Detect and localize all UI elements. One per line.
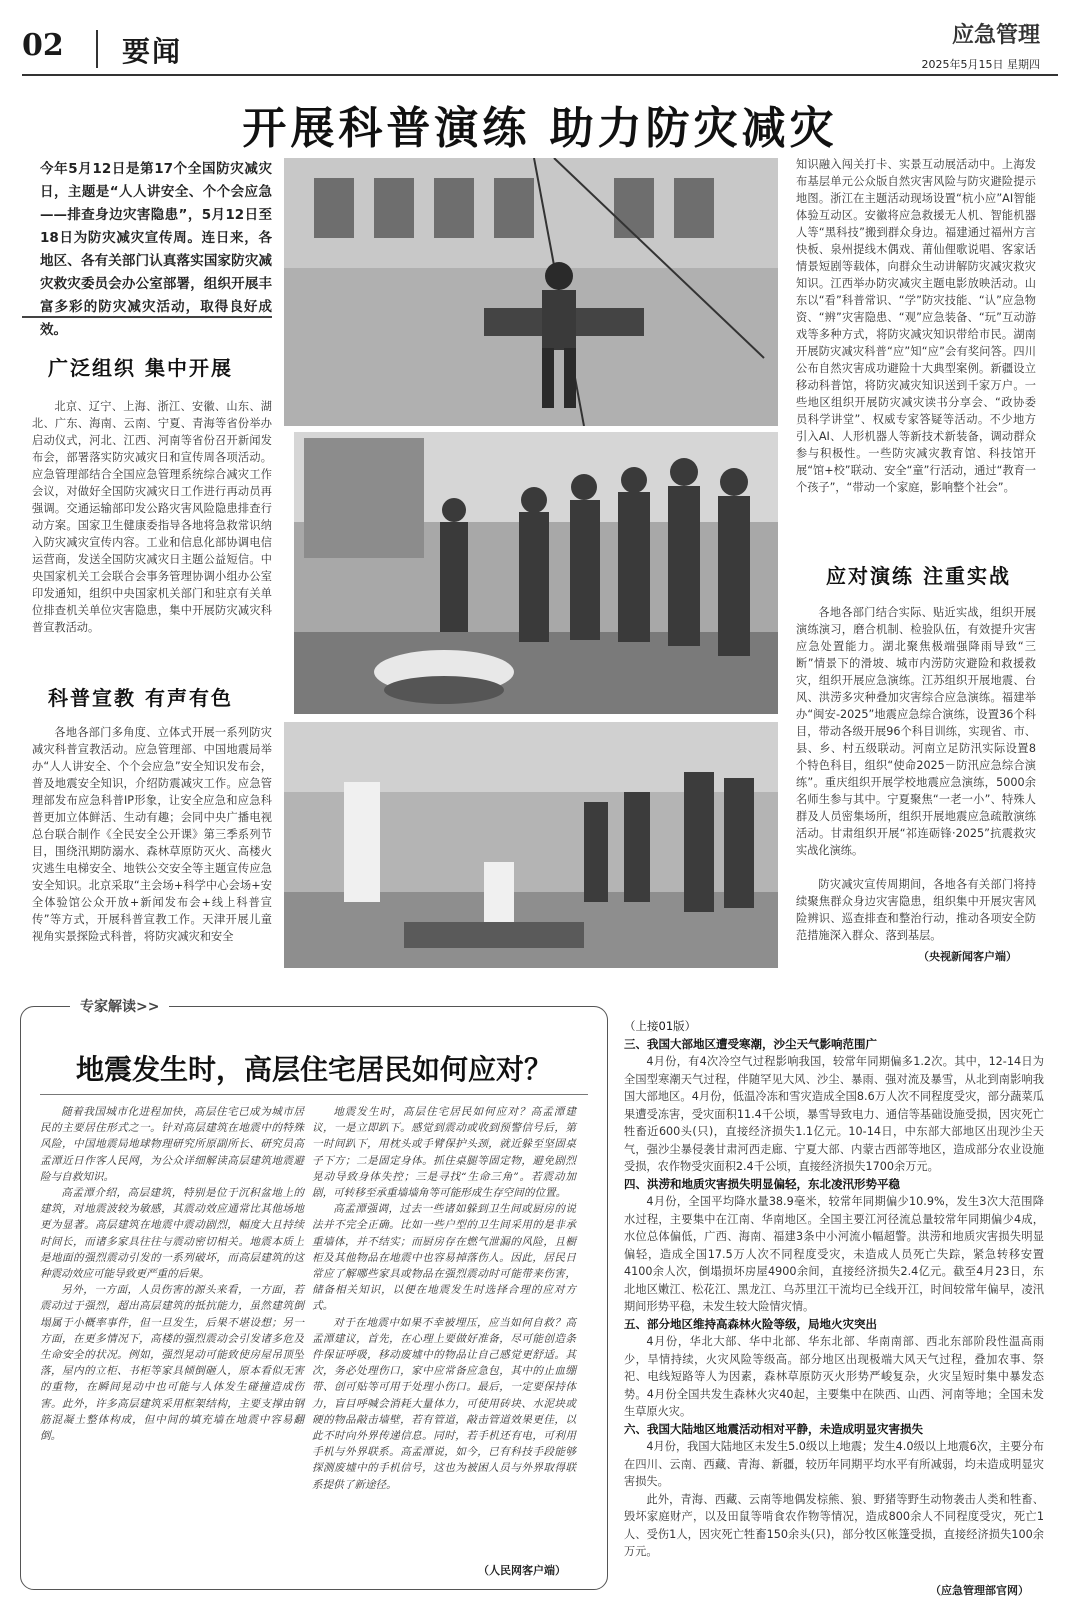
- item-heading: 五、部分地区维持高森林火险等级，局地火灾突出: [624, 1316, 877, 1331]
- expert-column-right: [312, 1104, 576, 1493]
- section-body-organize: 北京、辽宁、上海、浙江、安徽、山东、湖北、广东、海南、云南、宁夏、青海等省份举办启动仪式，河北、江西、河南等省份召开新闻发布会，部署落实防灾减灾日和宣传周各项活动。应急管理部结合全国应急管理系统综合减灾工作会议，对做好全国防灾减灾日工作进行再动员再强调。交通运输部印发公路灾害风险隐患排查行动方案。国家卫生健康委指导各地将急救常识纳入防灾减灾宣传内容。工业和信息化部协调电信运营商，发送全国防灾减灾日主题公益短信。中央国家机关工会联合会事务管理协调小组办公室印发通知，组织中央国家机关部门和驻京有关单位排查机关单位灾害隐患，集中开展防灾减灾科普宣教活动。: [32, 400, 272, 634]
- item-text: 4月份，华北大部、华中北部、华东北部、华南南部、西北东部阶段性温高雨少，旱情持续，火灾风险等级高。部分地区出现极端大风天气过程，叠加农事、祭祀、电线短路等人为因素，森林草原防灭火形势严峻复杂，火灾呈短时集中暴发态势。4月份全国共发生森林火灾40起，主要集中在陕西、山西、河南等地；全国未发生草原火灾。: [624, 1335, 1044, 1418]
- expert-paragraph: 另外，一方面，人员伤害的源头来看，一方面，若震动过于强烈，超出高层建筑的抵抗能力，虽然建筑倒塌属于小概率事件，但一旦发生，后果不堪设想；另一方面，在更多情况下，高楼的强烈震动会引发诸多危及生命安全的状况。例如，强烈晃动可能致使房屋吊顶坠落，屋内的立柜、书柜等家具倾倒砸人，原本看似无害的重物，在瞬间晃动中也可能与人体发生碰撞造成伤害。此外，许多高层建筑采用框架结构，主要支撑由钢筋混凝土整体构成，但中间的填充墙在地震中容易翻倒。: [40, 1284, 304, 1443]
- main-headline: 开展科普演练 助力防灾减灾: [242, 103, 838, 154]
- expert-paragraph: 高孟潭介绍，高层建筑，特别是位于沉积盆地上的建筑，对地震波较为敏感，其震动效应通常比其他场地更为显著。高层建筑在地震中震动剧烈，幅度大且持续时间长，而诸多家具往往与震动密切相关。地震本质上是地面的强烈震动引发的一系列破坏，而高层建筑的这种震动效应可能导致更严重的后果。: [40, 1187, 304, 1281]
- item-text: 4月份，我国大陆地区未发生5.0级以上地震；发生4.0级以上地震6次，主要分布在四川、云南、西藏、青海、新疆，较历年同期平均水平有所减弱，均未造成明显灾害损失。: [624, 1440, 1044, 1488]
- expert-paragraph: 对于在地震中如果不幸被埋压，应当如何自救？高孟潭建议，首先，在心理上要做好准备，尽可能创造条件保证呼吸，移动废墟中的物品让自己感觉更舒适。其次，务必处理伤口，家中应常备应急包，其中的止血绷带、创可贴等可用于处理小伤口。最后，一定要保持体力，盲目呼喊会消耗大量体力，可使用砖块、水泥块或硬的物品敲击墙壁，若有管道，敲击管道效果更佳，以此不时向外界传递信息。同时，若手机还有电，可利用手机与外界联系。高孟潭说，如今，已有科技手段能够探测废墟中的手机信号，这也为被困人员与外界取得联系提供了新途径。: [312, 1316, 576, 1491]
- section-body-drills: 各地各部门结合实际、贴近实战，组织开展演练演习，磨合机制、检验队伍，有效提升灾害应急处置能力。湖北聚焦极端强降雨导致“三断”情景下的滑坡、城市内涝防灾避险和救援救灾，组织开展应急演练。江苏组织开展地震、台风、洪涝多灾种叠加灾害综合应急演练。福建举办“闽安-2025”地震应急综合演练，设置36个科目，带动各级开展96个科目训练，实现省、市、县、乡、村五级联动。河南立足防汛实际设置8个特色科目，组织“使命2025－防汛应急综合演练”。重庆组织开展学校地震应急演练，5000余名师生参与其中。宁夏聚焦“一老一小”、特殊人群及人员密集场所，组织开展地震应急疏散演练活动。甘肃组织开展“祁连砺锋·2025”抗震救灾实战化演练。: [796, 606, 1036, 857]
- expert-paragraph: 高孟潭强调，过去一些诸如躲到卫生间或厨房的说法并不完全正确。比如一些户型的卫生间采用的是非承重墙体，并不结实；而厨房存在燃气泄漏的风险，且橱柜及其他物品在地震中也容易掉落伤人。因此，居民日常应了解哪些家具或物品在强烈震动时可能带来伤害，储备相关知识，以便在地震发生时选择合理的应对方式。: [312, 1203, 576, 1313]
- page-number: 02: [22, 28, 64, 63]
- item-heading: 三、我国大部地区遭受寒潮，沙尘天气影响范围广: [624, 1036, 877, 1051]
- item-heading: 六、我国大陆地区地震活动相对平静，未造成明显灾害损失: [624, 1421, 923, 1436]
- issue-date: 2025年5月15日 星期四: [921, 58, 1040, 71]
- expert-credit: （人民网客户端）: [478, 1564, 566, 1577]
- section-body-drills-2: 防灾减灾宣传周期间，各地各有关部门将持续聚焦群众身边灾害隐患，组织集中开展灾害风险辨识、巡查排查和整治行动，推动各项安全防范措施深入群众、落到基层。: [796, 878, 1036, 942]
- rope-rescue-photo: [284, 158, 778, 426]
- top-article-credit: （央视新闻客户端）: [918, 950, 1017, 963]
- expert-paragraph: 地震发生时，高层住宅居民如何应对？高孟潭建议，一是立即趴下。感觉到震动或收到预警信号后，第一时间趴下，用枕头或手臂保护头颈，就近躲至坚固桌子下方；二是固定身体。抓住桌腿等固定物，避免剧烈晃动导致身体失控；三是寻找“生命三角”。若震动加剧，可转移至承重墙墙角等可能形成生存空间的位置。: [312, 1106, 576, 1200]
- lead-rule: [22, 316, 272, 318]
- continued-credit: （应急管理部官网）: [930, 1584, 1029, 1597]
- header-divider: [96, 30, 98, 68]
- item-text: 4月份，全国平均降水量38.9毫米，较常年同期偏少10.9%，发生3次大范围降水过程，主要集中在江南、华南地区。全国主要江河径流总量较常年同期偏少4成，水位总体偏低，广西、海南、福建3条中小河流小幅超警。洪涝和地质灾害损失明显偏轻，造成全国17.5万人次不同程度受灾，未造成人员死亡失踪，紧急转移安置4100余人次，倒塌损坏房屋4900余间，直接经济损失2.4亿元。截至4月23日，东北地区嫩江、松花江、黑龙江、乌苏里江干流均已全线开江，时间较常年偏早，凌汛期间形势平稳，未发生较大险情灾情。: [624, 1195, 1044, 1313]
- continued-article: [624, 1018, 1044, 1561]
- expert-box-title: 地震发生时，高层住宅居民如何应对？: [75, 1053, 552, 1086]
- expert-box-rule: [40, 1094, 588, 1095]
- lead-paragraph: 今年5月12日是第17个全国防灾减灾日，主题是“人人讲安全、个个会应急——排查身边灾害隐患”，5月12日至18日为防灾减灾宣传周。连日来，各地区、各有关部门认真落实国家防灾减灾救灾委员会办公室部署，组织开展丰富多彩的防灾减灾活动，取得良好成效。: [40, 161, 272, 338]
- paper-name: 应急管理: [951, 22, 1040, 48]
- item-text: 此外，青海、西藏、云南等地偶发棕熊、狼、野猪等野生动物袭击人类和牲畜、毁坏家庭财产，以及田鼠等啃食农作物等情况，造成800余人不同程度受灾，死亡1人、受伤1人，因灾死亡牲畜150余头(只)，部分牧区帐篷受损，直接经济损失100余万元。: [624, 1492, 1044, 1558]
- cpr-training-photo: [284, 722, 778, 968]
- section-body-education-cont: 知识融入闯关打卡、实景互动展活动中。上海发布基层单元公众版自然灾害风险与防灾避险提示地图。浙江在主题活动现场设置“杭小应”AI智能体验互动区。安徽将应急救援无人机、智能机器人等“黑科技”搬到群众身边。福建通过福州方言快板、泉州提线木偶戏、莆仙俚歌说唱、客家话情景短剧等载体，向群众生动讲解防灾减灾救灾知识。江西举办防灾减灾主题电影放映活动。山东以“看”科普常识、“学”防灾技能、“认”应急物资、“辨”灾害隐患、“观”应急装备、“玩”互动游戏等多种方式，将防灾减灾知识带给市民。湖南开展防灾减灾科普“应”知“应”会有奖问答。四川公布自然灾害成功避险十大典型案例。新疆设立移动科普馆，将防灾减灾知识送到千家万户。一些地区组织开展防灾减灾读书分享会、“政协委员科学讲堂”、权威专家答疑等活动。不少地方引入AI、人形机器人等新技术新装备，调动群众参与积极性。一些防灾减灾教育馆、科技馆开展“馆+校”联动、安全“童”行活动，通过“教育一个孩子”，“带动一个家庭，影响整个社会”。: [796, 158, 1036, 494]
- expert-paragraph: 随着我国城市化进程加快，高层住宅已成为城市居民的主要居住形式之一。针对高层建筑在地震中的特殊风险，中国地震局地球物理研究所原副所长、研究员高孟潭近日作客人民网，为公众详细解读高层建筑地震避险与自救知识。: [40, 1106, 304, 1183]
- section-heading-drills: 应对演练 注重实战: [826, 564, 1011, 588]
- section-heading-organize: 广泛组织 集中开展: [48, 356, 233, 380]
- section-body-education: 各地各部门多角度、立体式开展一系列防灾减灾科普宣教活动。应急管理部、中国地震局举办“人人讲安全、个个会应急”安全知识发布会，普及地震安全知识，介绍防震减灾工作。应急管理部发布应急科普IP形象，让安全应急和应急科普更加立体鲜活、生动有趣；会同中央广播电视总台联合制作《全民安全公开课》第三季系列节目，围绕汛期防溺水、森林草原防灭火、高楼火灾逃生电梯安全、地铁公交安全等主题宣传应急安全知识。北京采取“主会场+科学中心会场+安全体验馆公众开放+新闻发布会+线上科普宣传”等方式，开展科普宣教工作。天津开展儿童视角实景探险式科普，将防灾减灾和安全: [32, 726, 272, 943]
- header-rule: [22, 74, 1058, 76]
- section-heading-education: 科普宣教 有声有色: [48, 686, 233, 710]
- section-title: 要闻: [122, 35, 183, 68]
- item-heading: 四、洪涝和地质灾害损失明显偏轻，东北凌汛形势平稳: [624, 1176, 900, 1191]
- continued-marker: （上接01版）: [624, 1019, 697, 1033]
- expert-tag: 专家解读>>: [70, 996, 169, 1016]
- item-text: 4月份，有4次冷空气过程影响我国，较常年同期偏多1.2次。其中，12-14日为全国型寒潮天气过程，伴随罕见大风、沙尘、暴雨、强对流及暴雪，从北到南影响我国大部地区。4月份，低温冷冻和雪灾造成全国8.6万人次不同程度受灾，部分蔬菜瓜果遭受冻害，受灾面积11.4千公顷，暴雪导致电力、通信等基础设施受损，因灾死亡牲畜近600头(只)，直接经济损失1.1亿元。10-14日，中东部大部地区出现沙尘天气，强沙尘暴侵袭甘肃河西走廊、宁夏大部、内蒙古西部等地区，造成部分农业设施受损，农作物受灾面积2.4千公顷，直接经济损失1700余万元。: [624, 1055, 1044, 1173]
- expert-column-left: [40, 1104, 304, 1444]
- fire-extinguisher-demo-photo: [294, 432, 778, 714]
